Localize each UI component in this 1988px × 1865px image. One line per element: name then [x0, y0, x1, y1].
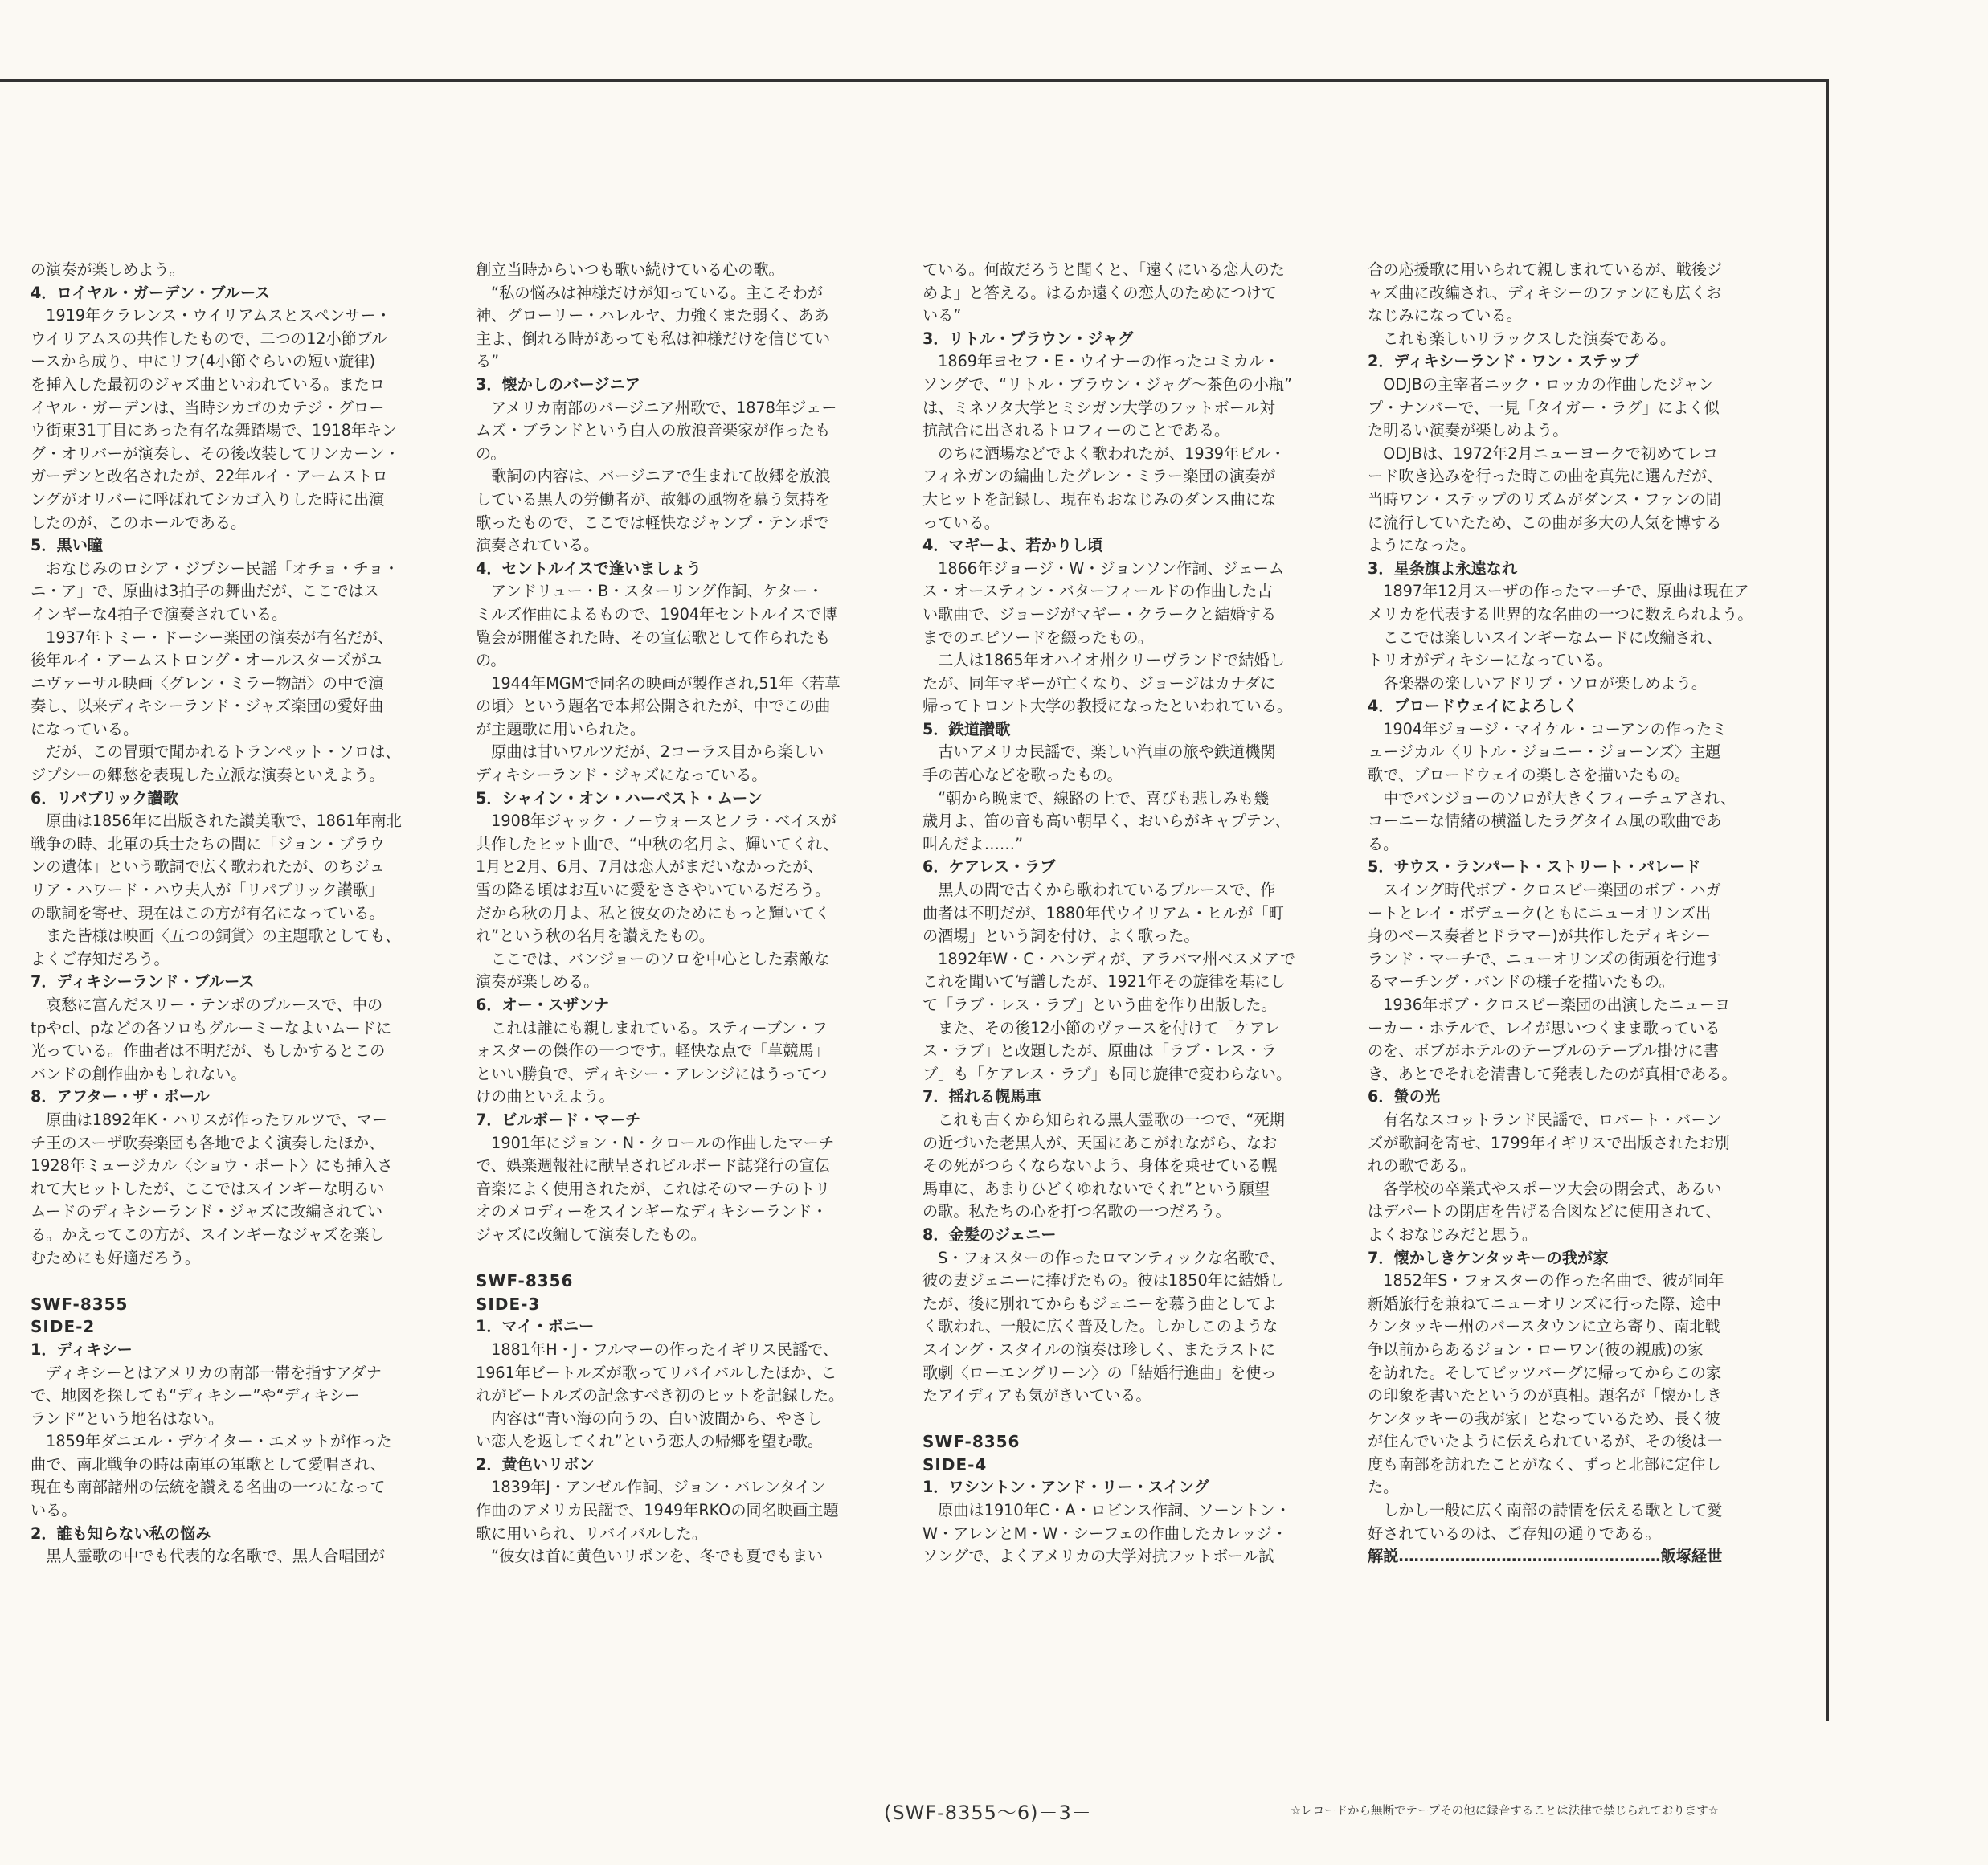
- text-line: っている。: [922, 513, 1000, 532]
- song-heading: 4．ブロードウェイによろしく: [1368, 697, 1579, 716]
- text-line: 原曲は甘いワルツだが、2コーラス目から楽しい: [476, 742, 824, 762]
- side-heading: SWF-8356: [922, 1432, 1021, 1452]
- text-line: ムズ・ブランドという白人の放浪音楽家が作ったも: [476, 421, 831, 440]
- text-line: 光っている。作曲者は不明だが、もしかするとこの: [31, 1041, 386, 1061]
- text-line: ディキシーランド・ジャズになっている。: [476, 766, 767, 785]
- text-line: 神、グローリー・ハレルヤ、力強くまた弱く、ああ: [476, 306, 829, 325]
- text-line: 主よ、倒れる時があっても私は神様だけを信じてい: [476, 329, 831, 348]
- text-line: tpやcl、pなどの各ソロもグルーミーなよいムードに: [31, 1018, 392, 1037]
- text-line: グ・オリバーが演奏し、その後改装してリンカーン・: [31, 444, 400, 463]
- text-line: る。: [1368, 834, 1399, 853]
- text-line: おなじみのロシア・ジプシー民謡「オチョ・チョ・: [31, 558, 399, 578]
- text-line: 古いアメリカ民謡で、楽しい汽車の旅や鉄道機関: [922, 742, 1276, 762]
- song-heading: 7．ビルボード・マーチ: [476, 1110, 641, 1129]
- song-heading: 6．オー・スザンナ: [476, 996, 610, 1014]
- text-line: のを、ボブがホテルのテーブルのテーブル掛けに書: [1368, 1041, 1719, 1061]
- text-line: を訪れた。そしてピッツバーグに帰ってからこの家: [1368, 1363, 1722, 1382]
- text-line: ここでは、バンジョーのソロを中心とした素敵な: [476, 949, 830, 968]
- text-line: S・フォスターの作ったロマンティックな名歌で、: [922, 1248, 1285, 1267]
- song-heading: 5．シャイン・オン・ハーベスト・ムーン: [476, 788, 763, 808]
- song-heading: 4．ロイヤル・ガーデン・ブルース: [31, 283, 271, 302]
- text-line: プ・ナンバーで、一見「タイガー・ラグ」によく似: [1368, 398, 1720, 417]
- text-line: 歌で、ブロードウェイの楽しさを描いたもの。: [1368, 766, 1691, 785]
- text-column-4: [1368, 259, 1786, 1568]
- text-line: ウ街東31丁目にあった有名な舞踏場で、1918年キン: [31, 421, 398, 440]
- text-line: 歳月よ、笛の音も高い朝早く、おいらがキャプテン、: [922, 812, 1291, 831]
- song-heading: 6．リパブリック讃歌: [31, 788, 178, 808]
- text-line: ソングで、よくアメリカの大学対抗フットボール試: [922, 1547, 1274, 1566]
- text-line: る。かえってこの方が、スインギーなジャズを楽し: [31, 1225, 385, 1244]
- side-heading: SWF-8356: [476, 1271, 574, 1291]
- text-line: また皆様は映画〈五つの銅貨〉の主題歌としても、: [31, 926, 401, 946]
- text-line: ようになった。: [1368, 536, 1476, 555]
- text-line: 身のベース奏者とドラマー)が共作したディキシー: [1368, 926, 1711, 946]
- text-line: は、ミネソタ大学とミシガン大学のフットボール対: [922, 398, 1275, 417]
- text-line: 1961年ビートルズが歌ってリバイバルしたほか、こ: [476, 1363, 837, 1382]
- text-line: 好されているのは、ご存知の通りである。: [1368, 1523, 1661, 1543]
- text-line: ODJBは、1972年2月ニューヨークで初めてレコ: [1368, 444, 1718, 463]
- song-heading: 4．マギーよ、若かりし頃: [922, 536, 1103, 555]
- text-line: ミルズ作曲によるもので、1904年セントルイスで博: [476, 604, 837, 624]
- text-line: が主題歌に用いられた。: [476, 719, 646, 738]
- text-line: 原曲は1856年に出版された讃美歌で、1861年南北: [31, 812, 402, 831]
- text-line: したのが、このホールである。: [31, 513, 247, 532]
- text-line: ニヴァーサル映画〈グレン・ミラー物語〉の中で演: [31, 673, 384, 693]
- text-line: ュージカル〈リトル・ジョニー・ジョーンズ〉主題: [1368, 742, 1721, 762]
- text-line: 原曲は1910年C・A・ロビンス作詞、ソーントン・: [922, 1501, 1291, 1520]
- text-line: れ”という秋の名月を讃えたもの。: [476, 926, 714, 946]
- song-heading: 6．螢の光: [1368, 1087, 1441, 1106]
- text-line: 各楽器の楽しいアドリブ・ソロが楽しめよう。: [1368, 673, 1708, 693]
- text-line: 1936年ボブ・クロスビー楽団の出演したニューヨ: [1368, 996, 1730, 1014]
- text-line: しかし一般に広く南部の詩情を伝える歌として愛: [1368, 1501, 1723, 1520]
- text-line: た。: [1368, 1478, 1399, 1497]
- text-line: で、地図を探しても“ディキシー”や“ディキシー: [31, 1386, 360, 1405]
- text-line: になっている。: [31, 719, 139, 738]
- text-line: ソングで、“リトル・ブラウン・ジャグ～茶色の小瓶”: [922, 374, 1293, 394]
- text-line: 演奏されている。: [476, 536, 599, 555]
- text-line: 共作したヒット曲で、“中秋の名月よ、輝いてくれ、: [476, 834, 839, 853]
- text-line: 1897年12月スーザの作ったマーチで、原曲は現在ア: [1368, 582, 1749, 601]
- text-line: の。: [476, 651, 506, 670]
- text-line: の近づいた老黒人が、天国にあこがれながら、なお: [922, 1133, 1278, 1152]
- text-line: ャズ曲に改編され、ディキシーのファンにも広くお: [1368, 283, 1722, 302]
- top-border-line: [0, 79, 1829, 82]
- text-line: ースから成り、中にリフ(4小節ぐらいの短い旋律): [31, 352, 376, 371]
- text-line: ジャズに改編して演奏したもの。: [476, 1225, 706, 1244]
- text-line: オのメロディーをスインギーなディキシーランド・: [476, 1202, 828, 1221]
- text-line: ここでは楽しいスインギーなムードに改編され、: [1368, 628, 1723, 647]
- text-line: 1881年H・J・フルマーの作ったイギリス民謡で、: [476, 1339, 839, 1359]
- text-line: で、娯楽週報社に献呈されビルボード誌発行の宣伝: [476, 1156, 830, 1176]
- text-line: といい勝負で、ディキシー・アレンジにはうってつ: [476, 1064, 828, 1083]
- text-line: 抗試合に出されるトロフィーのことである。: [922, 421, 1230, 440]
- text-line: に流行していたため、この曲が多大の人気を博する: [1368, 513, 1722, 532]
- text-line: れの歌である。: [1368, 1156, 1476, 1176]
- text-line: き、あとでそれを清書して発表したのが真相である。: [1368, 1064, 1737, 1083]
- text-line: れがビートルズの記念すべき初のヒットを記録した。: [476, 1386, 845, 1405]
- text-line: これも古くから知られる黒人霊歌の一つで、“死期: [922, 1110, 1285, 1129]
- text-line: 1866年ジョージ・W・ジョンソン作詞、ジェーム: [922, 558, 1285, 578]
- text-line: 内容は“青い海の向うの、白い波間から、やさし: [476, 1409, 823, 1428]
- song-heading: 3．懐かしのバージニア: [476, 374, 640, 394]
- text-line: 1901年にジョン・N・クロールの作曲したマーチ: [476, 1133, 835, 1152]
- text-line: 大ヒットを記録し、現在もおなじみのダンス曲にな: [922, 489, 1277, 509]
- text-line: 1928年ミュージカル〈ショウ・ボート〉にも挿入さ: [31, 1156, 393, 1176]
- text-line: 後年ルイ・アームストロング・オールスターズがユ: [31, 651, 382, 670]
- text-line: 1937年トミー・ドーシー楽団の演奏が有名だが、: [31, 628, 394, 647]
- song-heading: 7．揺れる幌馬車: [922, 1087, 1041, 1106]
- text-line: リア・ハワード・ハウ夫人が「リパブリック讃歌」: [31, 881, 384, 900]
- text-line: 創立当時からいつも歌い続けている心の歌。: [476, 260, 784, 279]
- text-line: 黒人の間で古くから歌われているブルースで、作: [922, 881, 1276, 900]
- text-line: を挿入した最初のジャズ曲といわれている。またロ: [31, 374, 385, 394]
- text-column-3: [922, 259, 1340, 1568]
- text-line: なじみになっている。: [1368, 306, 1522, 325]
- song-heading: 5．サウス・ランパート・ストリート・パレード: [1368, 857, 1701, 877]
- text-line: た明るい演奏が楽しめよう。: [1368, 421, 1569, 440]
- text-line: て「ラブ・レス・ラブ」という曲を作り出版した。: [922, 996, 1277, 1014]
- text-line: が住んでいたように伝えられているが、その後は一: [1368, 1432, 1723, 1451]
- text-line: たアイディアも気がきいている。: [922, 1386, 1151, 1405]
- text-line: るマーチング・バンドの様子を描いたもの。: [1368, 972, 1675, 992]
- text-line: ディキシーとはアメリカの南部一帯を指すアダナ: [31, 1363, 382, 1382]
- text-line: スイング時代ボブ・クロスビー楽団のボブ・ハガ: [1368, 881, 1721, 900]
- text-line: 中でバンジョーのソロが大きくフィーチュアされ、: [1368, 788, 1736, 808]
- text-line: 現在も南部諸州の伝統を讃える名曲の一つになって: [31, 1478, 386, 1497]
- song-heading: 7．ディキシーランド・ブルース: [31, 972, 255, 992]
- song-heading: 1．マイ・ボニー: [476, 1317, 595, 1336]
- text-line: フィネガンの編曲したグレン・ミラー楽団の演奏が: [922, 467, 1276, 486]
- text-line: いる”: [922, 306, 962, 325]
- text-line: 曲者は不明だが、1880年代ウイリアム・ヒルが「町: [922, 903, 1284, 922]
- text-line: までのエピソードを綴ったもの。: [922, 628, 1154, 647]
- text-line: ガーデンと改名されたが、22年ルイ・アームストロ: [31, 467, 388, 486]
- text-line: ブ」も「ケアレス・ラブ」も同じ旋律で変わらない。: [922, 1064, 1292, 1083]
- side-heading: SIDE-2: [31, 1317, 96, 1337]
- song-heading: 6．ケアレス・ラブ: [922, 857, 1056, 877]
- text-line: の演奏が楽しめよう。: [31, 260, 185, 279]
- text-line: だから秋の月よ、私と彼女のためにもっと輝いてく: [476, 903, 831, 922]
- text-line: メリカを代表する世界的な名曲の一つに数えられよう。: [1368, 604, 1753, 624]
- text-line: 戦争の時、北軍の兵士たちの間に「ジョン・ブラウ: [31, 834, 385, 853]
- text-line: の酒場」という詞を付け、よく歌った。: [922, 926, 1200, 946]
- text-line: ズが歌詞を寄せ、1799年イギリスで出版されたお別: [1368, 1133, 1730, 1152]
- text-line: の。: [476, 444, 506, 463]
- copyright-notice: ☆レコードから無断でテープその他に録音することは法律で禁じられております☆: [1291, 1805, 1719, 1818]
- song-heading: 3．星条旗よ永遠なれ: [1368, 558, 1518, 578]
- text-line: たが、後に別れてからもジェニーを慕う曲としてよ: [922, 1294, 1277, 1313]
- text-line: いる。: [31, 1501, 77, 1520]
- text-line: トリオがディキシーになっている。: [1368, 651, 1614, 670]
- text-line: 合の応援歌に用いられて親しまれているが、戦後ジ: [1368, 260, 1723, 279]
- song-heading: 1．ディキシー: [31, 1339, 133, 1359]
- text-line: 二人は1865年オハイオ州クリーヴランドで結婚し: [922, 651, 1285, 670]
- text-line: く歌われ、一般に広く普及した。しかしこのような: [922, 1317, 1278, 1336]
- side-heading: SIDE-4: [922, 1454, 988, 1474]
- text-line: 曲で、南北戦争の時は南軍の軍歌として愛唱され、: [31, 1454, 387, 1474]
- text-line: 1852年S・フォスターの作った名曲で、彼が同年: [1368, 1271, 1724, 1290]
- text-line: だが、この冒頭で聞かれるトランペット・ソロは、: [31, 742, 401, 762]
- song-heading: 3．リトル・ブラウン・ジャグ: [922, 329, 1134, 348]
- text-line: 歌ったもので、ここでは軽快なジャンプ・テンポで: [476, 513, 829, 532]
- text-line: している黒人の労働者が、故郷の風物を慕う気持を: [476, 489, 831, 509]
- text-line: 新婚旅行を兼ねてニューオリンズに行った際、途中: [1368, 1294, 1721, 1313]
- song-heading: 解説……………………………………………飯塚経世: [1368, 1547, 1723, 1566]
- text-line: 音楽によく使用されたが、これはそのマーチのトリ: [476, 1179, 831, 1198]
- text-line: これは誰にも親しまれている。スティーブン・フ: [476, 1018, 828, 1037]
- text-line: 有名なスコットランド民謡で、ロバート・バーン: [1368, 1110, 1722, 1129]
- text-line: 叫んだよ……”: [922, 834, 1024, 853]
- text-line: の頃〉という題名で本邦公開されたが、中でこの曲: [476, 697, 831, 716]
- text-line: ランド”という地名はない。: [31, 1409, 224, 1428]
- text-line: アメリカ南部のバージニア州歌で、1878年ジェー: [476, 398, 837, 417]
- text-column-1: [31, 259, 448, 1568]
- song-heading: 2．誰も知らない私の悩み: [31, 1523, 211, 1543]
- text-line: ムードのディキシーランド・ジャズに改編されてい: [31, 1202, 383, 1221]
- text-line: めよ」と答える。はるか遠くの恋人のためにつけて: [922, 283, 1277, 302]
- text-line: 帰ってトロント大学の教授になったといわれている。: [922, 697, 1293, 716]
- text-line: 哀愁に富んだスリー・テンポのブルースで、中の: [31, 996, 383, 1014]
- text-line: 1892年W・C・ハンディが、アラバマ州ベスメアで: [922, 949, 1295, 968]
- text-line: ケンタッキーの我が家」となっているため、長く彼: [1368, 1409, 1720, 1428]
- text-line: 演奏が楽しめる。: [476, 972, 599, 992]
- text-line: ウイリアムスの共作したもので、二つの12小節ブル: [31, 329, 387, 348]
- text-line: スイング・スタイルの演奏は珍しく、またラストに: [922, 1339, 1276, 1359]
- text-line: ジプシーの郷愁を表現した立派な演奏といえよう。: [31, 766, 385, 785]
- text-line: 作曲のアメリカ民謡で、1949年RKOの同名映画主題: [476, 1501, 839, 1520]
- text-line: これを聞いて写譜したが、1921年その旋律を基にし: [922, 972, 1286, 992]
- text-line: 雪の降る頃はお互いに愛をささやいているだろう。: [476, 881, 831, 900]
- text-line: けの曲といえよう。: [476, 1087, 615, 1106]
- text-line: ス・オースティン・バターフィールドの作曲した古: [922, 582, 1273, 601]
- text-line: ケンタッキー州のバースタウンに立ち寄り、南北戦: [1368, 1317, 1720, 1336]
- text-line: ートとレイ・ボデューク(ともにニューオリンズ出: [1368, 903, 1712, 922]
- text-line: 各学校の卒業式やスポーツ大会の閉会式、あるい: [1368, 1179, 1722, 1198]
- text-line: 1839年J・アンゼル作詞、ジョン・バレンタイン: [476, 1478, 826, 1497]
- page-number: (SWF-8355～6)－3－: [884, 1802, 1092, 1824]
- text-line: ォスターの傑作の一つです。軽快な点で「草競馬」: [476, 1041, 829, 1061]
- text-line: 度も南部を訪れたことがなく、ずっと北部に定住し: [1368, 1454, 1721, 1474]
- text-line: 1904年ジョージ・マイケル・コーアンの作ったミ: [1368, 719, 1728, 738]
- text-line: 黒人霊歌の中でも代表的な名歌で、黒人合唱団が: [31, 1547, 385, 1566]
- text-line: ス・ラブ」と改題したが、原曲は「ラブ・レス・ラ: [922, 1041, 1277, 1061]
- text-column-2: [476, 259, 894, 1568]
- side-heading: SIDE-3: [476, 1294, 541, 1314]
- text-line: インギーな4拍子で演奏されている。: [31, 604, 288, 624]
- text-line: 原曲は1892年K・ハリスが作ったワルツで、マー: [31, 1110, 387, 1129]
- text-line: “彼女は首に黄色いリボンを、冬でも夏でもまい: [476, 1547, 824, 1566]
- text-line: よくご存知だろう。: [31, 949, 170, 968]
- text-line: 1908年ジャック・ノーウォースとノラ・ベイスが: [476, 812, 837, 831]
- text-line: 歌詞の内容は、バージニアで生まれて故郷を放浪: [476, 467, 831, 486]
- text-line: 覧会が開催された時、その宣伝歌として作られたも: [476, 628, 831, 647]
- text-line: 手の苦心などを歌ったもの。: [922, 766, 1123, 785]
- text-line: ングがオリバーに呼ばれてシカゴ入りした時に出演: [31, 489, 385, 509]
- text-line: 馬車に、あまりひどくゆれないでくれ”という願望: [922, 1179, 1270, 1198]
- text-line: る”: [476, 352, 500, 371]
- text-line: れて大ヒットしたが、ここではスインギーな明るい: [31, 1179, 385, 1198]
- text-line: ード吹き込みを行った時この曲を真先に選んだが、: [1368, 467, 1723, 486]
- text-line: 奏し、以来ディキシーランド・ジャズ楽団の愛好曲: [31, 697, 384, 716]
- text-line: ランド・マーチで、ニューオリンズの街頭を行進す: [1368, 949, 1721, 968]
- text-line: 歌に用いられ、リバイバルした。: [476, 1523, 708, 1543]
- text-line: 争以前からあるジョン・ローワン(彼の親戚)の家: [1368, 1339, 1704, 1359]
- song-heading: 4．セントルイスで逢いましょう: [476, 558, 702, 578]
- text-line: また、その後12小節のヴァースを付けて「ケアレ: [922, 1018, 1280, 1037]
- text-line: W・アレンとM・W・シーフェの作曲したカレッジ・: [922, 1523, 1288, 1543]
- text-line: のちに酒場などでよく歌われたが、1939年ビル・: [922, 444, 1286, 463]
- text-line: はデパートの閉店を告げる合図などに使用されて、: [1368, 1202, 1721, 1221]
- song-heading: 8．アフター・ザ・ボール: [31, 1087, 210, 1106]
- text-line: チ王のスーザ吹奏楽団も各地でよく演奏したほか、: [31, 1133, 385, 1152]
- text-line: [922, 1408, 1340, 1431]
- song-heading: 5．鉄道讃歌: [922, 719, 1011, 738]
- text-line: ODJBの主宰者ニック・ロッカの作曲したジャン: [1368, 374, 1714, 394]
- song-heading: 2．黄色いリボン: [476, 1454, 595, 1474]
- text-line: ーカー・ホテルで、レイが思いつくまま歌っている: [1368, 1018, 1720, 1037]
- text-line: 歌劇〈ローエングリーン〉の「結婚行進曲」を使っ: [922, 1363, 1277, 1382]
- text-line: の印象を書いたというのが真相。題名が「懐かしき: [1368, 1386, 1723, 1405]
- text-line: 彼の妻ジェニーに捧げたもの。彼は1850年に結婚し: [922, 1271, 1285, 1290]
- song-heading: 2．ディキシーランド・ワン・ステップ: [1368, 352, 1639, 371]
- text-line: [31, 1270, 448, 1293]
- right-border-line: [1826, 79, 1829, 1721]
- text-line: い恋人を返してくれ”という恋人の帰郷を望む歌。: [476, 1432, 824, 1451]
- side-heading: SWF-8355: [31, 1294, 129, 1314]
- text-line: 1919年クラレンス・ウイリアムスとスペンサー・: [31, 306, 391, 325]
- text-line: バンドの創作曲かもしれない。: [31, 1064, 247, 1083]
- text-line: ニ・ア」で、原曲は3拍子の舞曲だが、ここではス: [31, 582, 379, 601]
- text-line: イヤル・ガーデンは、当時シカゴのカテジ・グロー: [31, 398, 385, 417]
- song-heading: 7．懐かしきケンタッキーの我が家: [1368, 1248, 1609, 1267]
- text-line: むためにも好適だろう。: [31, 1248, 201, 1267]
- song-heading: 5．黒い瞳: [31, 536, 104, 555]
- text-line: 1月と2月、6月、7月は恋人がまだいなかったが、: [476, 857, 824, 877]
- text-line: [476, 1247, 894, 1270]
- text-line: コーニーな情緒の横溢したラグタイム風の歌曲であ: [1368, 812, 1722, 831]
- text-line: これも楽しいリラックスした演奏である。: [1368, 329, 1676, 348]
- text-line: い歌曲で、ジョージがマギー・クラークと結婚する: [922, 604, 1277, 624]
- text-line: “朝から晩まで、線路の上で、喜びも悲しみも幾: [922, 788, 1270, 808]
- text-line: その死がつらくならないよう、身体を乗せている幌: [922, 1156, 1278, 1176]
- text-line: 1859年ダニエル・デケイター・エメットが作った: [31, 1432, 392, 1451]
- text-line: ている。何故だろうと聞くと、「遠くにいる恋人のた: [922, 260, 1285, 279]
- text-line: “私の悩みは神様だけが知っている。主こそわが: [476, 283, 824, 302]
- text-line: よくおなじみだと思う。: [1368, 1225, 1538, 1244]
- text-line: 1944年MGMで同名の映画が製作され,51年〈若草: [476, 673, 841, 693]
- song-heading: 8．金髪のジェニー: [922, 1225, 1057, 1244]
- text-line: の歌詞を寄せ、現在はこの方が有名になっている。: [31, 903, 385, 922]
- text-line: の歌。私たちの心を打つ名歌の一つだろう。: [922, 1202, 1231, 1221]
- text-line: 1869年ヨセフ・E・ウイナーの作ったコミカル・: [922, 352, 1280, 371]
- text-line: アンドリュー・B・スターリング作詞、ケター・: [476, 582, 824, 601]
- text-line: たが、同年マギーが亡くなり、ジョージはカナダに: [922, 673, 1276, 693]
- song-heading: 1．ワシントン・アンド・リー・スイング: [922, 1478, 1209, 1497]
- text-line: 当時ワン・ステップのリズムがダンス・ファンの間: [1368, 489, 1721, 509]
- text-line: ンの遺体」という歌詞で広く歌われたが、のちジュ: [31, 857, 385, 877]
